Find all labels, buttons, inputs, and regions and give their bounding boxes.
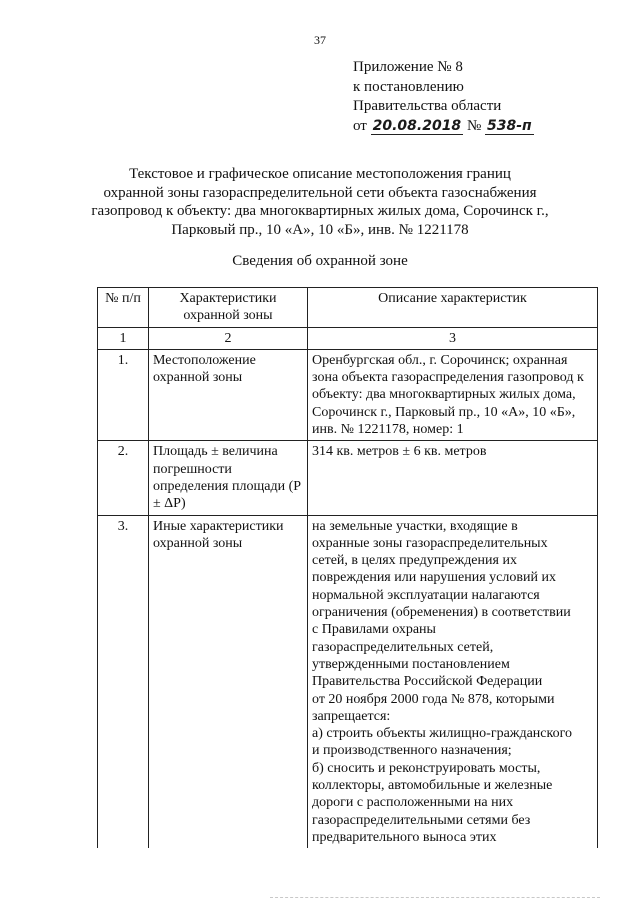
description-line: на земельные участки, входящие в [312,518,518,534]
header-num: № п/п [98,288,149,328]
handwritten-number: 538-п [487,117,532,134]
description-line: ограничения (обременения) в соответствии [312,605,571,621]
table-row [98,349,598,440]
description-line: Правительства Российской Федерации [312,674,543,690]
description-line: охранные зоны газораспределительных [312,535,548,551]
row-characteristic: Площадь ± величина погрешности определения площади (P ± ΔP) [149,441,308,515]
title-line-2: охранной зоны газораспределительной сети объекта газоснабжения [103,184,537,201]
scan-footer-artifact [270,897,600,900]
header-characteristic: Характеристики охранной зоны [149,288,308,328]
appendix-line-resolution: к постановлению [353,78,464,95]
table-row [98,441,598,515]
index-cell-2: 2 [149,327,308,349]
description-line: нормальной эксплуатации налагаются [312,587,540,603]
row-num: 3. [98,515,149,848]
title-line-4: Парковый пр., 10 «А», 10 «Б», инв. № 1221178 [171,221,469,238]
description-line: утвержденными постановлением [312,656,510,672]
index-cell-3: 3 [308,327,598,349]
zone-info-table [97,287,598,848]
description-line: а) строить объекты жилищно-гражданского [312,726,572,742]
description-line: и производственного назначения; [312,743,512,759]
description-line: повреждения или нарушения условий их [312,570,556,586]
appendix-date-line [353,117,534,137]
description-line: от 20 ноября 2000 года № 878, которыми [312,691,555,707]
header-description: Описание характеристик [308,288,598,328]
description-line: газораспределительных сетей, [312,639,494,655]
row-characteristic: Иные характеристики охранной зоны [149,515,308,848]
page-number: 37 [314,33,326,47]
appendix-block [353,58,534,136]
document-title [80,165,560,239]
description-line: сетей, в целях предупреждения их [312,553,517,569]
row-description: 314 кв. метров ± 6 кв. метров [308,441,598,515]
description-line: газораспределительными сетями без [312,812,531,828]
row-num: 2. [98,441,149,515]
index-cell-1: 1 [98,327,149,349]
description-line: б) сносить и реконструировать мосты, [312,760,541,776]
number-prefix: № [466,117,482,134]
table-row [98,515,598,848]
row-characteristic: Местоположение охранной зоны [149,349,308,440]
handwritten-date: 20.08.2018 [372,117,462,134]
date-prefix: от [353,117,367,134]
table-index-row [98,327,598,349]
table-header-row [98,288,598,328]
section-subtitle: Сведения об охранной зоне [232,253,408,269]
row-description-restrictions [308,515,598,848]
row-num: 1. [98,349,149,440]
title-line-1: Текстовое и графическое описание местоположения границ [129,166,511,182]
appendix-title: Приложение № 8 [353,59,463,75]
appendix-line-government: Правительства области [353,98,502,114]
row-description: Оренбургская обл., г. Сорочинск; охранная зона объекта газораспределения газопровод к объекту: два многоквартирных жилых дома, Сорочинск г., Парковый пр., 10 «А», 10 «Б», инв. № 1221178, номер: 1 [308,349,598,440]
description-line: с Правилами охраны [312,622,436,638]
title-line-3: газопровод к объекту: два многоквартирных жилых дома, Сорочинск г., [91,203,549,219]
description-line: предварительного выноса этих [312,829,497,845]
description-line: коллекторы, автомобильные и железные [312,778,553,794]
description-line: запрещается: [312,708,391,724]
description-line: дороги с расположенными на них [312,795,514,811]
